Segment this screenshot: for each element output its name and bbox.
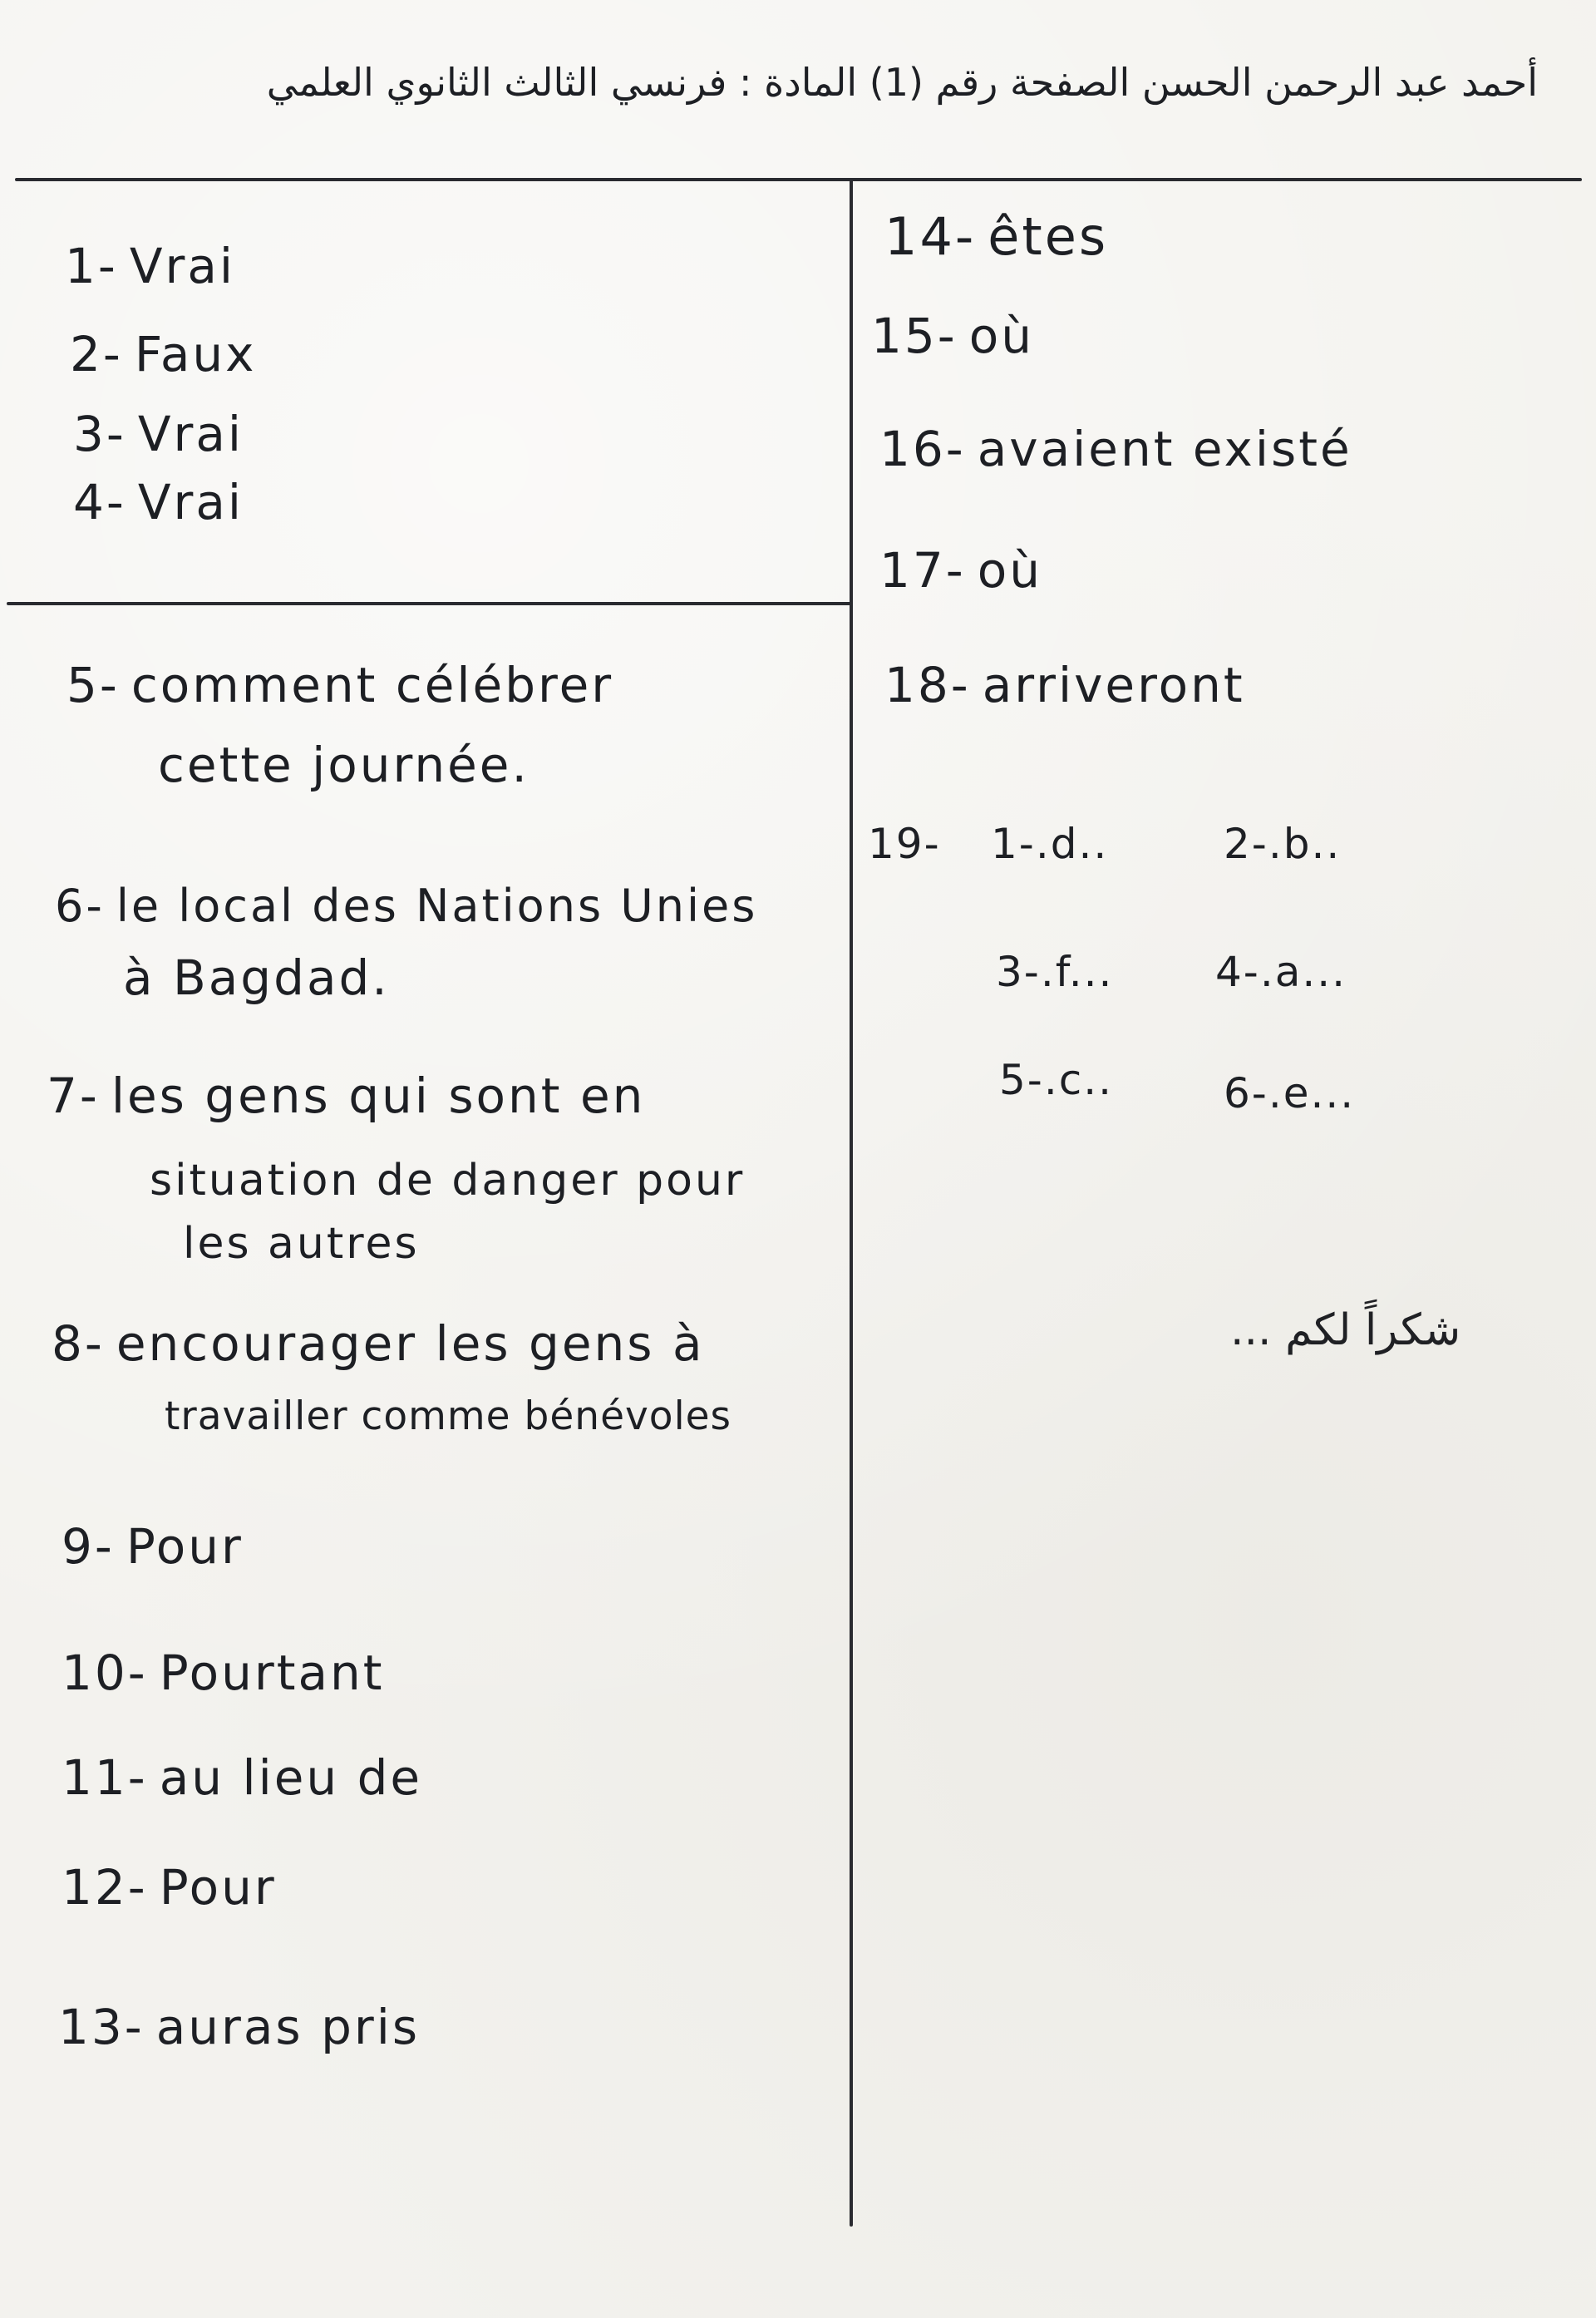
answer-6-continued: à Bagdad. (123, 949, 390, 1006)
section-divider (7, 602, 851, 605)
answer-8: 8- encourager les gens à (52, 1315, 705, 1372)
thanks-note: شكراً لكم ... (1230, 1305, 1461, 1355)
answer-13: 13- auras pris (58, 1999, 421, 2055)
match-pair: 5-.c.. (999, 1056, 1114, 1104)
answer-1: 1- Vrai (65, 238, 236, 294)
answer-7: 7- les gens qui sont en (47, 1068, 646, 1124)
match-pair: 2-.b.. (1224, 820, 1342, 868)
answer-17: 17- où (879, 542, 1042, 599)
answer-3: 3- Vrai (73, 406, 244, 462)
sheet-header: أحمد عبد الرحمن الحسن الصفحة رقم (1) المادة : فرنسي الثالث الثانوي العلمي (266, 60, 1538, 105)
answer-2: 2- Faux (70, 326, 257, 382)
answer-11: 11- au lieu de (62, 1749, 423, 1806)
answer-5-continued: cette journée. (158, 737, 530, 793)
header-divider (15, 178, 1582, 181)
answer-4: 4- Vrai (73, 474, 244, 530)
answer-7-continued-2: les autres (183, 1219, 420, 1269)
answer-8-continued: travailler comme bénévoles (165, 1393, 732, 1439)
answer-6: 6- le local des Nations Unies (55, 880, 758, 932)
answer-15: 15- où (871, 308, 1034, 364)
answer-19-label: 19- (868, 820, 941, 868)
answer-7-continued: situation de danger pour (150, 1156, 746, 1206)
answer-12: 12- Pour (62, 1859, 277, 1916)
column-divider (850, 180, 853, 2227)
match-pair: 3-.f... (996, 948, 1114, 996)
match-pair: 6-.e... (1224, 1069, 1356, 1117)
answer-14: 14- êtes (884, 206, 1109, 267)
match-pair: 1-.d.. (991, 820, 1109, 868)
answer-5: 5- comment célébrer (66, 657, 614, 713)
answer-18: 18- arriveront (884, 657, 1245, 713)
answer-16: 16- avaient existé (879, 421, 1352, 477)
answer-10: 10- Pourtant (62, 1645, 385, 1701)
answer-9: 9- Pour (62, 1518, 244, 1575)
match-pair: 4-.a... (1215, 948, 1347, 996)
